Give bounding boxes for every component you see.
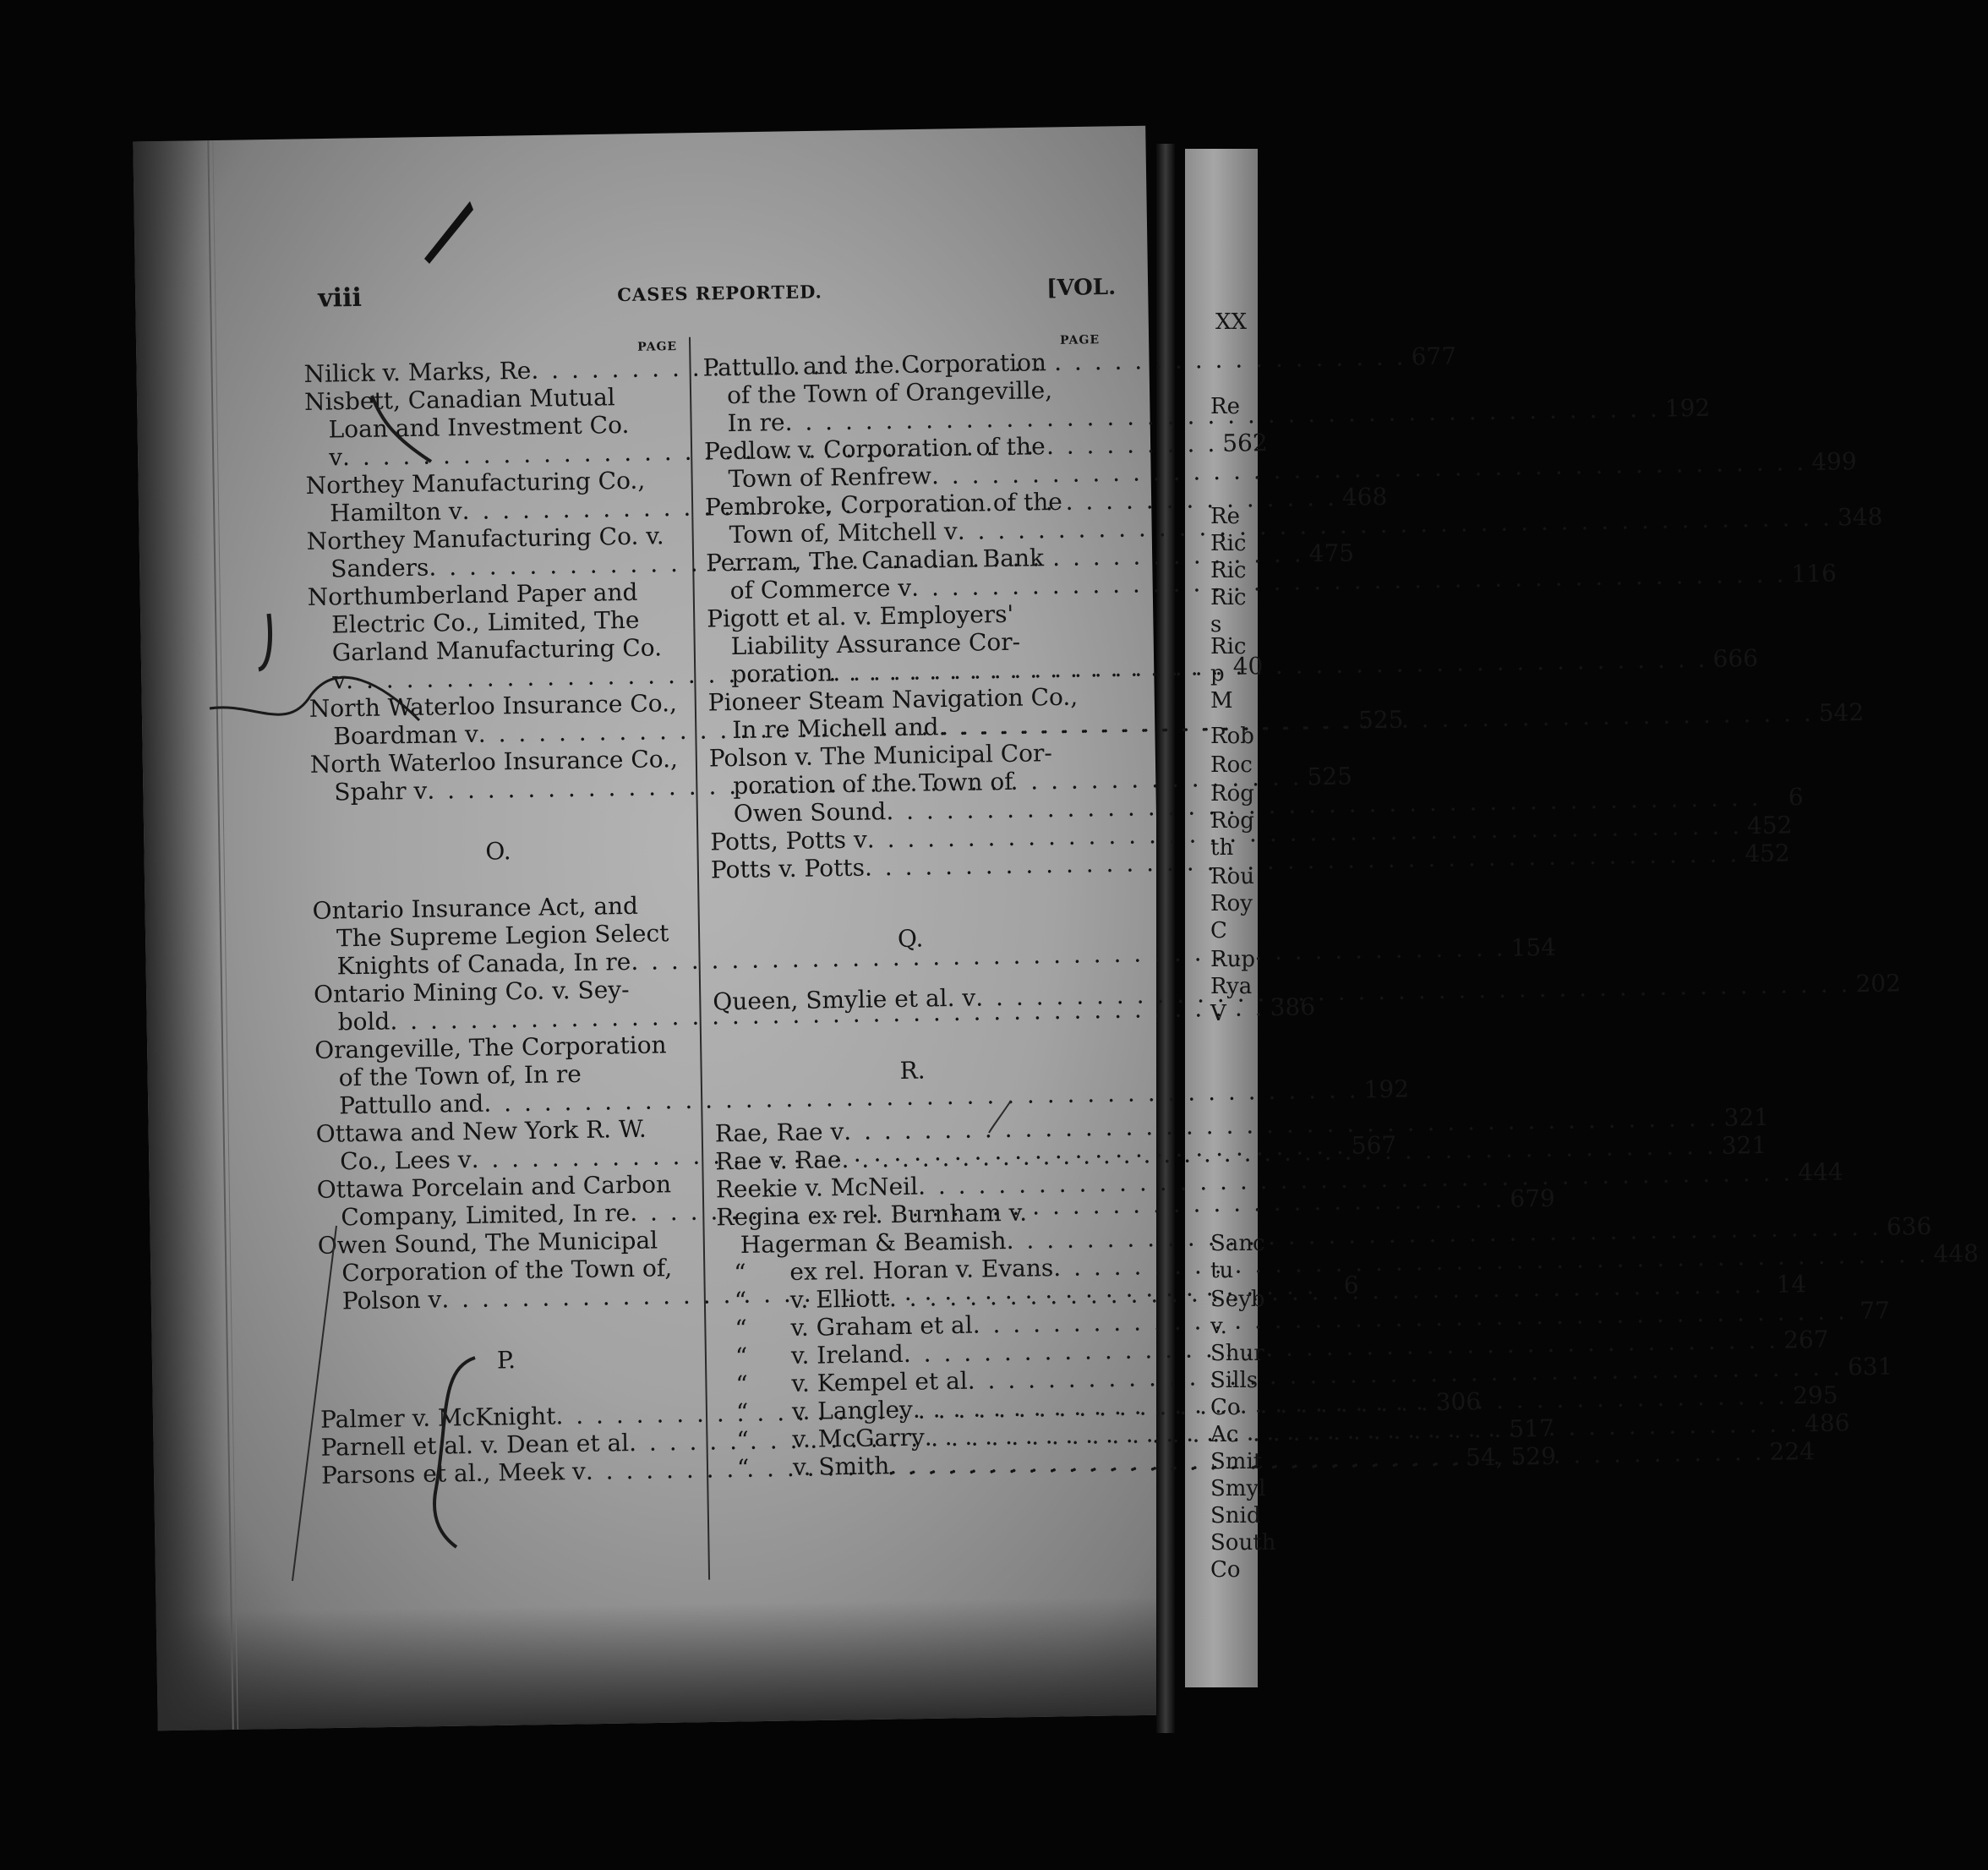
adjacent-page-fragment: s <box>1210 612 1222 637</box>
page-reference: 448 <box>1933 1238 1980 1268</box>
entry-text: Company, Limited, In re <box>341 1199 631 1232</box>
adjacent-page-fragment: Re <box>1210 504 1240 529</box>
entry-text: Knights of Canada, In re <box>336 947 631 981</box>
adjacent-page-fragment: Ac <box>1210 1422 1239 1447</box>
entry-text: Spahr v <box>334 776 428 807</box>
adjacent-page-fragment: Sanc <box>1210 1231 1265 1256</box>
page-reference: 321 <box>1723 1102 1770 1132</box>
ditto-mark: “ <box>735 1342 748 1371</box>
entry-text: v. Ireland <box>790 1339 904 1370</box>
adjacent-page-fragment: tu <box>1210 1258 1234 1283</box>
entry-text: v. Kempel et al <box>791 1366 968 1398</box>
adjacent-page-fragment: Ric <box>1210 585 1247 610</box>
entry-text: of the Town of, In re <box>338 1059 582 1092</box>
adjacent-page-fragment: Ric <box>1210 531 1247 556</box>
page-column-label: PAGE <box>637 340 678 354</box>
adjacent-page-fragment: th <box>1210 835 1234 861</box>
adjacent-page-fragment: Smit <box>1210 1449 1263 1474</box>
section-letter-p: P. <box>496 1346 516 1375</box>
adjacent-page-fragment: Shur <box>1210 1341 1264 1366</box>
entry-text: Nilick v. Marks, Re <box>303 356 532 388</box>
entry-text: Rae v. Rae <box>715 1146 842 1176</box>
entry-text: The Supreme Legion Select <box>336 919 669 953</box>
ditto-mark: “ <box>735 1314 748 1343</box>
adjacent-page-fragment: Rou <box>1210 864 1254 889</box>
page-reference: 77 <box>1859 1296 1891 1326</box>
entry-text: Ottawa and New York R. W. <box>315 1114 647 1148</box>
entry-text: Pattullo and the Corporation <box>702 348 1047 382</box>
entry-text: Polson v. The Municipal Cor- <box>708 739 1053 773</box>
page-reference: 386 <box>1270 992 1316 1022</box>
page-reference: 486 <box>1804 1408 1850 1438</box>
page-reference: 14 <box>1776 1270 1807 1299</box>
entry-text: Ottawa Porcelain and Carbon <box>316 1170 672 1204</box>
page-column-label-right: PAGE <box>1059 333 1100 347</box>
page-reference: 40 <box>1232 652 1264 681</box>
page-reference: 192 <box>1363 1074 1410 1104</box>
adjacent-page-fragment: Roc <box>1210 752 1253 778</box>
page-reference: 517 <box>1509 1413 1555 1443</box>
page-reference: 116 <box>1791 559 1838 588</box>
adjacent-page-fragment: Ric <box>1210 558 1247 583</box>
page-reference: 499 <box>1810 447 1857 476</box>
entry-text: Pedlow v. Corporation of the <box>703 432 1046 466</box>
page-reference: 444 <box>1798 1157 1843 1187</box>
page-reference: 525 <box>1357 705 1404 735</box>
ditto-mark: “ <box>736 1425 750 1455</box>
adjacent-page-fragment: Smyl <box>1210 1476 1266 1501</box>
entry-text: Parnell et al. v. Dean et al <box>320 1429 630 1462</box>
page-reference: 525 <box>1307 762 1353 791</box>
entry-text: v. Langley <box>791 1395 914 1426</box>
entry-text: Boardman v <box>333 719 479 751</box>
entry-text: Loan and Investment Co. <box>328 410 630 444</box>
page-reference: 475 <box>1308 539 1355 568</box>
section-letter-o: O. <box>485 837 511 866</box>
page-reference: 677 <box>1411 342 1457 371</box>
adjacent-page-fragment: Snid <box>1210 1503 1261 1528</box>
entry-text: bold <box>337 1007 390 1036</box>
page-reference: 562 <box>1221 429 1268 457</box>
entry-text: v. Smith <box>792 1452 890 1482</box>
page-reference: 636 <box>1886 1211 1932 1241</box>
entry-text: Pembroke, Corporation of the <box>704 487 1063 522</box>
page-reference: 452 <box>1746 811 1793 840</box>
page-reference: 452 <box>1744 839 1790 868</box>
entry-text: Northey Manufacturing Co., <box>305 466 646 500</box>
ditto-mark: “ <box>734 1286 747 1315</box>
adjacent-page-fragment: Sills <box>1210 1368 1259 1393</box>
section-letter-r: R. <box>899 1056 926 1085</box>
entry-text: Pattullo and <box>338 1089 484 1120</box>
adjacent-page-fragment: Rup <box>1210 947 1255 972</box>
entry-text: Northey Manufacturing Co. v. <box>306 522 664 555</box>
entry-text: Rae, Rae v <box>714 1118 844 1148</box>
entry-text: Orangeville, The Corporation <box>314 1031 667 1064</box>
adjacent-page-fragment: Co <box>1210 1557 1241 1583</box>
page-reference: 295 <box>1792 1381 1838 1410</box>
entry-text: Potts v. Potts <box>710 853 866 884</box>
adjacent-page-fragment: Rya <box>1210 974 1253 999</box>
page-reference: 54, 529 <box>1465 1441 1557 1472</box>
page-reference: 567 <box>1351 1130 1397 1160</box>
adjacent-page-fragment: Co <box>1210 1395 1241 1420</box>
page-header <box>0 269 1248 322</box>
running-head: CASES REPORTED. <box>616 281 823 306</box>
adjacent-page-fragment: South <box>1210 1530 1276 1556</box>
entry-text: Queen, Smylie et al. v <box>713 983 976 1016</box>
entry-text: of the Town of Orangeville, <box>726 376 1053 410</box>
entry-text: Hamilton v <box>329 497 462 528</box>
entry-text: Ontario Insurance Act, and <box>312 891 639 925</box>
adjacent-page-fragment: Rob <box>1210 724 1254 749</box>
adjacent-page-fragment: C <box>1210 918 1227 943</box>
entry-text: Reekie v. McNeil <box>715 1172 919 1204</box>
volume-mark: [VOL. <box>1046 274 1117 302</box>
entry-text: In re Michell and <box>732 713 939 745</box>
entry-text: Perram, The Canadian Bank <box>705 544 1045 577</box>
page-reference: 192 <box>1664 393 1711 423</box>
entry-text: North Waterloo Insurance Co., <box>309 745 679 779</box>
entry-text: Town of Renfrew <box>728 462 932 494</box>
entry-text: Hagerman & Beamish <box>740 1227 1007 1259</box>
page-reference: 468 <box>1341 482 1388 511</box>
adjacent-page-fragment: v. <box>1210 1314 1227 1339</box>
adjacent-page-fragment: Re <box>1210 394 1240 419</box>
page-reference: 6 <box>1788 783 1804 812</box>
index-entry <box>314 1031 1410 1120</box>
entry-text: Electric Co., Limited, The <box>331 605 640 639</box>
entry-text: Garland Manufacturing Co. <box>331 633 663 667</box>
entry-text: Corporation of the Town of, <box>341 1254 673 1288</box>
entry-text: Northumberland Paper and <box>307 577 638 611</box>
entry-text: v. Elliott <box>789 1284 890 1315</box>
entry-text: of Commerce v <box>729 573 912 605</box>
page-reference: 348 <box>1837 502 1883 532</box>
entry-text: Co., Lees v <box>340 1145 472 1176</box>
entry-text: Pioneer Steam Navigation Co., <box>707 682 1079 717</box>
entry-text: v <box>332 666 347 695</box>
page-reference: 666 <box>1712 643 1759 673</box>
entry-text: Owen Sound <box>733 797 887 828</box>
adjacent-page-fragment: p <box>1210 661 1225 686</box>
entry-text: Regina ex rel. Burnham v. <box>716 1198 1028 1232</box>
entry-text: Pigott et al. v. Employers' <box>706 599 1014 633</box>
entry-text: v <box>328 443 343 472</box>
entry-text: v. McGarry <box>792 1423 926 1454</box>
adjacent-page-fragment: Roy <box>1210 891 1253 916</box>
ditto-mark: “ <box>735 1397 749 1427</box>
entry-text: Ontario Mining Co. v. Sey- <box>313 976 630 1009</box>
page-reference: 321 <box>1721 1130 1767 1160</box>
adjacent-page-fragment: Rog <box>1210 781 1254 807</box>
entry-text: Sanders <box>330 553 429 583</box>
page-reference: 631 <box>1847 1352 1893 1381</box>
page-reference: 267 <box>1783 1325 1829 1354</box>
entry-text: Nisbett, Canadian Mutual <box>303 383 615 416</box>
page-reference: 202 <box>1855 969 1902 998</box>
page-reference: 224 <box>1769 1437 1816 1466</box>
section-letter-q: Q. <box>897 924 924 954</box>
page-reference: 6 <box>1343 1271 1359 1299</box>
adjacent-page-fragment: XX <box>1215 309 1248 335</box>
entry-text: Polson v <box>341 1285 442 1315</box>
entry-text: poration of the Town of <box>733 767 1013 801</box>
page-reference: 542 <box>1818 698 1865 727</box>
page-number: viii <box>317 282 363 314</box>
ditto-mark: “ <box>736 1453 750 1483</box>
entry-text: In re <box>727 408 785 438</box>
ditto-mark: “ <box>735 1370 749 1399</box>
entry-text: v. Graham et al <box>790 1310 973 1342</box>
adjacent-page-fragment: Ric <box>1210 634 1247 659</box>
adjacent-page-fragment: M <box>1210 688 1233 714</box>
adjacent-page-fragment: V <box>1210 1001 1226 1026</box>
entry-text: Parsons et al., Meek v <box>320 1457 587 1490</box>
entry-text: Liability Assurance Cor- <box>730 627 1021 661</box>
ditto-mark: “ <box>734 1258 746 1288</box>
entry-text: Potts, Potts v <box>710 825 868 856</box>
entry-text: Town of, Mitchell v <box>729 517 958 550</box>
adjacent-page-fragment: Seyb <box>1210 1287 1265 1312</box>
page-reference: 306 <box>1435 1387 1482 1417</box>
page-reference: 154 <box>1510 932 1557 962</box>
page-reference: 679 <box>1510 1184 1556 1213</box>
entry-text: Owen Sound, The Municipal <box>317 1226 658 1260</box>
entry-text: poration <box>731 659 833 689</box>
adjacent-page-fragment: Rog <box>1210 808 1254 834</box>
entry-text: North Waterloo Insurance Co., <box>309 689 678 723</box>
entry-text: Palmer v. McKnight <box>320 1402 556 1434</box>
entry-text: ex rel. Horan v. Evans <box>789 1254 1054 1287</box>
